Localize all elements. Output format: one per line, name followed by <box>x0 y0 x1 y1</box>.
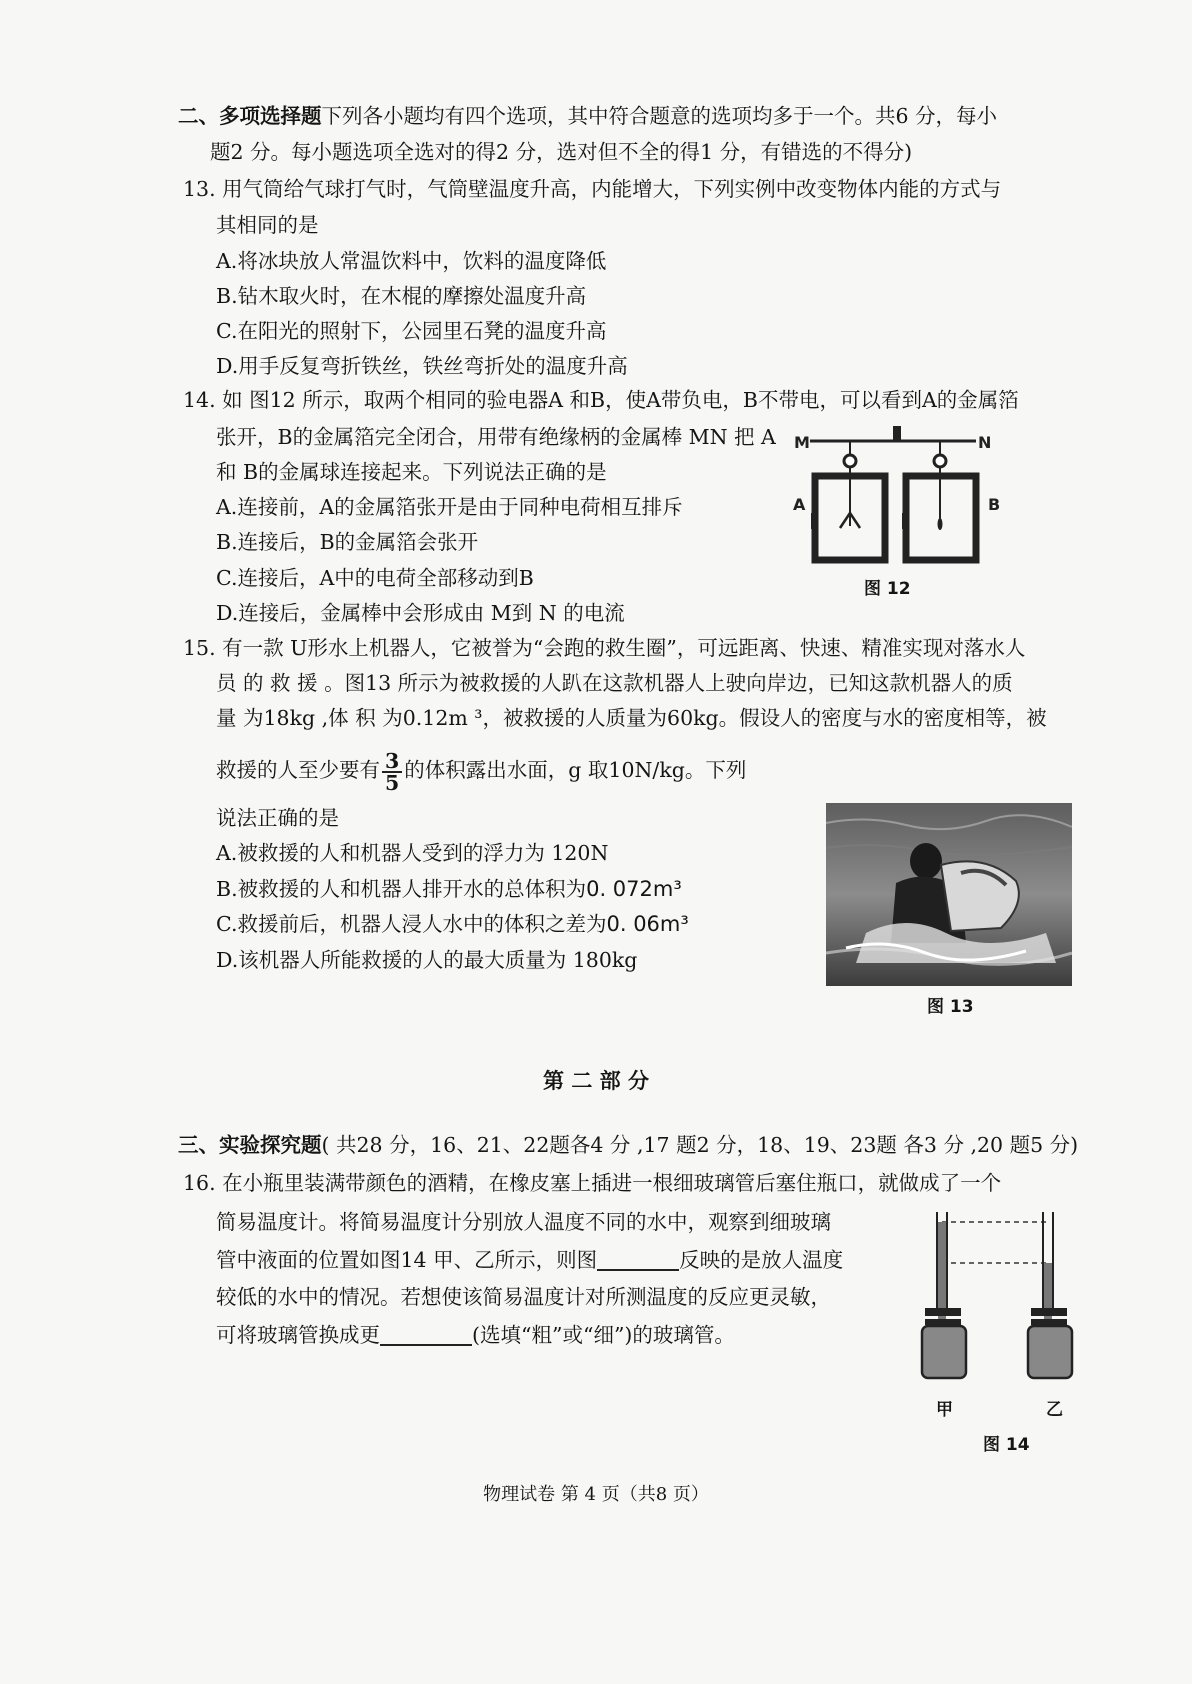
label-jia: 甲 <box>936 1400 953 1420</box>
q15-stem-line5: 说法正确的是 <box>216 806 339 830</box>
section2-heading: 二、多项选择题 <box>178 104 322 128</box>
q16-stem-line3: 管中液面的位置如图14 甲、乙所示，则图 反映的是放人温度 <box>216 1248 844 1272</box>
q13-option-b: B.钻木取火时，在木棍的摩擦处温度升高 <box>216 284 587 308</box>
q15-stem-line1: 15. 有一款 U形水上机器人，它被誉为“会跑的救生圈”，可远距离、快速、精准实现对落水人 <box>183 636 1026 660</box>
q14-option-b: B.连接后，B的金属箔会张开 <box>216 530 479 554</box>
q15-stem-line4: 救援的人至少要有 $\frac{3}{5}$ 的体积露出水面，g 取10N/kg。下列 <box>216 748 747 795</box>
q13-option-a: A.将冰块放人常温饮料中，饮料的温度降低 <box>216 249 607 273</box>
part2-title: 第 二 部 分 <box>543 1068 649 1093</box>
label-a: A <box>793 495 806 514</box>
q16-stem-line2: 简易温度计。将简易温度计分别放人温度不同的水中，观察到细玻璃 <box>216 1210 831 1234</box>
figure-14-thermometers <box>920 1208 1080 1388</box>
answer-blank-2[interactable] <box>380 1322 472 1346</box>
section3-heading: 三、实验探究题 <box>178 1133 322 1157</box>
q14-option-d: D.连接后，金属棒中会形成由 M到 N 的电流 <box>216 601 625 625</box>
q14-stem-line3: 和 B的金属球连接起来。下列说法正确的是 <box>216 460 607 484</box>
electroscope-b-ball <box>934 455 946 467</box>
q14-option-a: A.连接前，A的金属箔张开是由于同种电荷相互排斥 <box>216 495 683 519</box>
section2-intro-line1: 二、多项选择题下列各小题均有四个选项，其中符合题意的选项均多于一个。共6 分，每小 <box>178 104 998 128</box>
q14-option-c: C.连接后，A中的电荷全部移动到B <box>216 566 534 590</box>
q15-option-c: C.救援前后，机器人浸人水中的体积之差为0. 06m³ <box>216 912 689 936</box>
bottle-yi <box>1028 1326 1072 1378</box>
electroscope-a-ball <box>844 455 856 467</box>
fraction-three-fifths: $\frac{3}{5}$ <box>382 751 402 793</box>
q15-option-a: A.被救援的人和机器人受到的浮力为 120N <box>216 841 609 865</box>
q14-stem-line2: 张开，B的金属箔完全闭合，用带有绝缘柄的金属棒 MN 把 A <box>216 425 776 449</box>
q16-stem-line1: 16. 在小瓶里装满带颜色的酒精，在橡皮塞上插进一根细玻璃管后塞住瓶口，就做成了一个 <box>183 1171 1002 1195</box>
section2-intro-line2: 题2 分。每小题选项全选对的得2 分，选对但不全的得1 分，有错选的不得分) <box>210 140 913 164</box>
q15-stem-line2: 员 的 救 援 。图13 所示为被救援的人趴在这款机器人上驶向岸边，已知这款机器人的质 <box>216 671 1013 695</box>
section3-intro: 三、实验探究题( 共28 分，16、21、22题各4 分 ,17 题2 分，18、19、23题 各3 分 ,20 题5 分) <box>178 1133 1079 1157</box>
q13-option-d: D.用手反复弯折铁丝，铁丝弯折处的温度升高 <box>216 354 628 378</box>
answer-blank-1[interactable] <box>597 1247 679 1271</box>
figure-13-caption: 图 13 <box>927 997 974 1017</box>
q13-option-c: C.在阳光的照射下，公园里石凳的温度升高 <box>216 319 607 343</box>
label-n: N <box>978 433 992 452</box>
insulated-handle <box>893 426 901 440</box>
figure-14-caption: 图 14 <box>983 1435 1030 1455</box>
q15-option-d: D.该机器人所能救援的人的最大质量为 180kg <box>216 948 638 972</box>
figure-12-electroscopes <box>780 418 1010 568</box>
q16-stem-line5: 可将玻璃管换成更 (选填“粗”或“细”)的玻璃管。 <box>216 1323 735 1347</box>
figure-12-caption: 图 12 <box>864 579 911 599</box>
q13-stem-line1: 13. 用气筒给气球打气时，气筒壁温度升高，内能增大，下列实例中改变物体内能的方式与 <box>183 177 1002 201</box>
label-yi: 乙 <box>1046 1400 1063 1420</box>
bottle-jia <box>922 1326 966 1378</box>
figure-13-photo <box>826 803 1072 986</box>
q14-stem-line1: 14. 如 图12 所示，取两个相同的验电器A 和B，使A带负电，B不带电，可以看到A的金属箔 <box>183 388 1019 412</box>
page-footer: 物理试卷 第 4 页（共8 页） <box>483 1484 709 1505</box>
q15-stem-line3: 量 为18kg ,体 积 为0.12m ³，被救援的人质量为60kg。假设人的密度与水的密度相等，被 <box>216 706 1047 730</box>
q15-option-b: B.被救援的人和机器人排开水的总体积为0. 072m³ <box>216 877 682 901</box>
label-m: M <box>794 433 810 452</box>
q16-stem-line4: 较低的水中的情况。若想使该简易温度计对所测温度的反应更灵敏， <box>216 1285 831 1309</box>
label-b: B <box>988 495 1001 514</box>
q13-stem-line2: 其相同的是 <box>216 213 319 237</box>
